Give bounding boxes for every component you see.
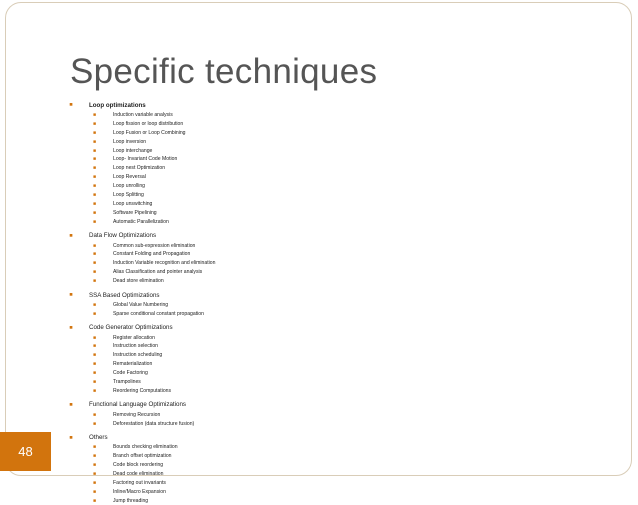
list-item-label: Alias Classification and pointer analysis [113, 269, 203, 276]
list-item [67, 496, 587, 505]
list-item [67, 137, 587, 146]
bullet-icon: ■ [92, 444, 97, 451]
bullet-icon: ■ [92, 183, 97, 190]
section-heading [67, 322, 587, 333]
list-item [67, 369, 587, 378]
list-item [67, 191, 587, 200]
bullet-icon: ■ [92, 462, 97, 469]
bullet-icon: ■ [92, 370, 97, 377]
list-item-label: Induction variable analysis [113, 112, 173, 119]
list-item [67, 217, 587, 226]
list-item-label: Common sub-expression elimination [113, 242, 196, 249]
list-item-label: Dead store elimination [113, 278, 164, 285]
list-item-label: Instruction selection [113, 343, 159, 350]
bullet-icon: ■ [92, 174, 97, 181]
list-item-label: Code Factoring [113, 370, 148, 377]
list-item-label: Loop nest Optimization [113, 165, 166, 172]
list-item [67, 268, 587, 277]
list-item-label: Loop fission or loop distribution [113, 120, 184, 127]
bullet-icon: ■ [92, 242, 97, 249]
list-item [67, 173, 587, 182]
list-item [67, 309, 587, 318]
list-item [67, 478, 587, 487]
list-item [67, 200, 587, 209]
bullet-icon: ■ [92, 260, 97, 267]
list-item-label: Removing Recursion [113, 411, 161, 418]
list-item-label: Automatic Parallelization [113, 218, 169, 225]
list-item [67, 419, 587, 428]
bullet-icon: ■ [92, 301, 97, 308]
list-item [67, 342, 587, 351]
bullet-icon: ■ [92, 479, 97, 486]
list-item [67, 461, 587, 470]
list-item [67, 277, 587, 286]
bullet-icon: ■ [69, 102, 73, 109]
section-label: Functional Language Optimizations [89, 401, 186, 409]
slide-title: Specific techniques [70, 52, 378, 91]
list-item [67, 333, 587, 342]
bullet-icon: ■ [92, 334, 97, 341]
bullet-icon: ■ [92, 378, 97, 385]
bullet-icon: ■ [92, 218, 97, 225]
list-item-label: Loop Splitting [113, 192, 144, 199]
bullet-icon: ■ [92, 251, 97, 258]
list-item [67, 146, 587, 155]
bullet-icon: ■ [92, 310, 97, 317]
list-item [67, 378, 587, 387]
bullet-icon: ■ [69, 292, 73, 299]
list-item [67, 241, 587, 250]
list-item-label: Induction Variable recognition and elimination [113, 260, 216, 267]
bullet-icon: ■ [92, 497, 97, 504]
section-heading [67, 400, 587, 411]
list-item [67, 470, 587, 479]
list-item [67, 119, 587, 128]
bullet-icon: ■ [92, 147, 97, 154]
section-label: Data Flow Optimizations [89, 232, 157, 240]
list-item [67, 386, 587, 395]
list-item-label: Loop interchange [113, 147, 153, 154]
list-item-label: Software Pipelining [113, 209, 157, 216]
bullet-icon: ■ [92, 352, 97, 359]
list-item-label: Register allocation [113, 334, 155, 341]
bullet-icon: ■ [92, 200, 97, 207]
list-item-label: Loop unswitching [113, 200, 153, 207]
list-item [67, 128, 587, 137]
section-label: Others [89, 434, 108, 442]
list-item-label: Loop- Invariant Code Motion [113, 156, 178, 163]
bullet-icon: ■ [92, 156, 97, 163]
section-heading [67, 100, 587, 111]
bullet-icon: ■ [92, 343, 97, 350]
list-item [67, 164, 587, 173]
bullet-icon: ■ [69, 232, 73, 239]
bullet-icon: ■ [92, 269, 97, 276]
list-item [67, 487, 587, 496]
list-item-label: Loop unrolling [113, 183, 146, 190]
list-item-label: Rematerialization [113, 361, 153, 368]
bullet-icon: ■ [92, 112, 97, 119]
bullet-icon: ■ [92, 138, 97, 145]
list-item [67, 360, 587, 369]
bullet-icon: ■ [92, 488, 97, 495]
bullet-icon: ■ [92, 192, 97, 199]
list-item [67, 259, 587, 268]
bullet-icon: ■ [69, 401, 73, 408]
list-item [67, 182, 587, 191]
section-heading [67, 230, 587, 241]
slide-number: 48 [0, 432, 51, 471]
bullet-icon: ■ [69, 434, 73, 441]
list-item [67, 351, 587, 360]
list-item-label: Deforestation (data structure fusion) [113, 420, 195, 427]
list-item-label: Reordering Computations [113, 387, 172, 394]
section-label: SSA Based Optimizations [89, 291, 160, 299]
list-item-label: Bounds checking elimination [113, 444, 178, 451]
bullet-icon: ■ [92, 411, 97, 418]
list-item-label: Constant Folding and Propagation [113, 251, 191, 258]
list-item [67, 300, 587, 309]
list-item-label: Dead code elimination [113, 470, 164, 477]
bullet-icon: ■ [92, 387, 97, 394]
bullet-icon: ■ [92, 209, 97, 216]
section-label: Code Generator Optimizations [89, 324, 173, 332]
list-item-label: Sparse conditional constant propagation [113, 310, 204, 317]
section-heading [67, 290, 587, 301]
bullet-icon: ■ [92, 420, 97, 427]
list-item-label: Factoring out invariants [113, 479, 166, 486]
list-item-label: Code block reordering [113, 462, 164, 469]
list-item-label: Loop Reversal [113, 174, 146, 181]
list-item-label: Branch offset optimization [113, 453, 172, 460]
list-item [67, 452, 587, 461]
list-item-label: Trampolines [113, 378, 141, 385]
list-item [67, 155, 587, 164]
section-heading [67, 432, 587, 443]
list-item-label: Instruction scheduling [113, 352, 163, 359]
list-item [67, 443, 587, 452]
bullet-icon: ■ [92, 470, 97, 477]
section-label: Loop optimizations [89, 101, 146, 109]
list-item-label: Loop Fusion or Loop Combining [113, 129, 186, 136]
list-item [67, 111, 587, 120]
list-item [67, 250, 587, 259]
list-item-label: Inline/Macro Expansion [113, 488, 166, 495]
bullet-icon: ■ [92, 361, 97, 368]
list-item-label: Global Value Numbering [113, 301, 169, 308]
bullet-icon: ■ [92, 129, 97, 136]
list-item [67, 410, 587, 419]
list-item-label: Loop inversion [113, 138, 147, 145]
list-item-label: Jump threading [113, 497, 149, 504]
slide-content [67, 100, 587, 505]
bullet-icon: ■ [92, 278, 97, 285]
list-item [67, 208, 587, 217]
bullet-icon: ■ [69, 324, 73, 331]
bullet-icon: ■ [92, 453, 97, 460]
bullet-icon: ■ [92, 165, 97, 172]
bullet-icon: ■ [92, 120, 97, 127]
